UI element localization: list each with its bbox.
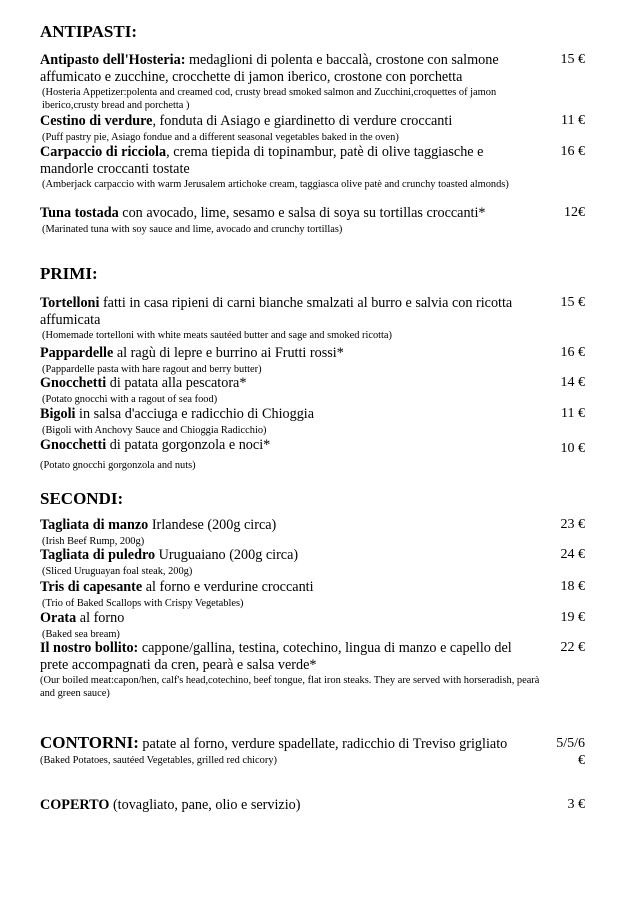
item-name: Gnocchetti — [40, 375, 107, 391]
menu-item — [40, 640, 585, 700]
item-name: Gnocchetti — [40, 437, 107, 453]
item-name: Tuna tostada — [40, 205, 119, 221]
item-price: 19 € — [560, 610, 585, 625]
item-name: Tortelloni — [40, 295, 100, 311]
item-price: 10 € — [560, 441, 585, 456]
item-description: al ragù di lepre e burrino ai Frutti rossi* — [113, 345, 344, 361]
contorni-english: (Baked Potatoes, sautéed Vegetables, grilled red chicory) — [40, 754, 277, 766]
section-heading: PRIMI: — [40, 264, 98, 283]
item-description: medaglioni di polenta e baccalà, crostone con salmone affumicato e zucchine, crocchette di jamon iberico, crostone con porchetta — [40, 52, 499, 85]
item-description: Uruguaiano (200g circa) — [155, 547, 299, 563]
item-price: 11 € — [561, 113, 585, 128]
item-english-translation: (Amberjack carpaccio with warm Jerusalem artichoke cream, taggiasca olive patè and crunchy toasted almonds) — [42, 179, 509, 190]
item-name: Carpaccio di ricciola — [40, 144, 167, 160]
item-english-translation: (Homemade tortelloni with white meats sautéed butter and sage and smoked ricotta) — [42, 330, 392, 341]
item-price: 23 € — [560, 517, 585, 532]
item-description: al forno e verdurine croccanti — [142, 579, 314, 595]
item-name: Tagliata di puledro — [40, 547, 156, 563]
item-description: di patata gorgonzola e noci* — [106, 437, 271, 453]
coperto-price: 3 € — [567, 797, 585, 812]
menu-item — [40, 375, 585, 406]
item-price: 15 € — [560, 52, 585, 67]
menu-item — [40, 144, 585, 191]
item-english-translation: (Hosteria Appetizer:polenta and creamed cod, crusty bread smoked salmon and Zucchini,croquettes of jamon iberico,crusty bread and porchetta ) — [42, 87, 497, 111]
item-price: 11 € — [561, 406, 585, 421]
item-english-translation: (Our boiled meat:capon/hen, calf's head,cotechino, beef tongue, flat iron steaks. They are served with horseradish, pearà and green sauce) — [40, 675, 540, 699]
item-description: al forno — [76, 610, 125, 626]
menu-item — [40, 437, 585, 472]
item-price: 16 € — [560, 144, 585, 159]
item-name: Antipasto dell'Hosteria: — [40, 52, 186, 68]
contorni-description: patate al forno, verdure spadellate, radicchio di Treviso grigliato — [138, 736, 508, 752]
item-description: di patata alla pescatora* — [106, 375, 247, 391]
item-english-translation: (Bigoli with Anchovy Sauce and Chioggia Radicchio) — [42, 424, 267, 436]
item-name: Orata — [40, 610, 77, 626]
item-price: 14 € — [560, 375, 585, 390]
item-english-translation: (Irish Beef Rump, 200g) — [42, 535, 145, 547]
item-price: 18 € — [560, 579, 585, 594]
item-english-translation: (Potato gnocchi with a ragout of sea food) — [42, 393, 218, 405]
item-english-translation: (Baked sea bream) — [42, 628, 120, 640]
item-description: con avocado, lime, sesamo e salsa di soya su tortillas croccanti* — [118, 205, 486, 221]
item-english-translation: (Pappardelle pasta with hare ragout and berry butter) — [42, 363, 262, 375]
contorni-title: CONTORNI: — [40, 733, 139, 752]
menu-item — [40, 547, 585, 578]
item-price: 16 € — [560, 345, 585, 360]
item-description: , fonduta di Asiago e giardinetto di verdure croccanti — [152, 113, 453, 129]
coperto-description: (tovagliato, pane, olio e servizio) — [109, 797, 301, 813]
menu-item — [40, 406, 585, 437]
menu-item — [40, 205, 585, 236]
menu-item-contorni — [40, 735, 585, 767]
contorni-price — [535, 736, 585, 769]
item-name: Cestino di verdure — [40, 113, 153, 129]
menu-item — [40, 113, 585, 144]
item-description: in salsa d'acciuga e radicchio di Chioggia — [75, 406, 315, 422]
menu-item — [40, 295, 585, 342]
item-name: Tagliata di manzo — [40, 517, 149, 533]
item-price: 22 € — [560, 640, 585, 655]
menu-item — [40, 579, 585, 610]
item-name: Pappardelle — [40, 345, 114, 361]
item-description: fatti in casa ripieni di carni bianche smalzati al burro e salvia con ricotta affumicata — [40, 295, 513, 328]
item-name: Bigoli — [40, 406, 76, 422]
item-english-translation: (Puff pastry pie, Asiago fondue and a different seasonal vegetables baked in the oven) — [42, 131, 399, 143]
item-price: 24 € — [560, 547, 585, 562]
contorni-price-bottom: € — [578, 752, 585, 768]
item-english-translation: (Sliced Uruguayan foal steak, 200g) — [42, 565, 193, 577]
coperto-title: COPERTO — [40, 797, 110, 813]
item-description: Irlandese (200g circa) — [148, 517, 277, 533]
item-name: Il nostro bollito: — [40, 640, 139, 656]
item-english-translation: (Marinated tuna with soy sauce and lime, avocado and crunchy tortillas) — [42, 223, 343, 235]
item-price: 12€ — [564, 205, 585, 220]
section-heading: ANTIPASTI: — [40, 22, 137, 41]
menu-item — [40, 610, 585, 641]
item-name: Tris di capesante — [40, 579, 143, 595]
item-english-translation: (Trio of Baked Scallops with Crispy Vegetables) — [42, 597, 244, 609]
item-description: , crema tiepida di topinambur, patè di olive taggiasche e mandorle croccanti tostate — [40, 144, 484, 177]
section-heading: SECONDI: — [40, 489, 124, 508]
item-english-translation: (Potato gnocchi gorgonzola and nuts) — [40, 459, 196, 471]
item-description: cappone/gallina, testina, cotechino, lingua di manzo e capello del prete accompagnati da cren, pearà e salsa verde* — [40, 640, 512, 673]
menu-item — [40, 345, 585, 376]
menu-item-coperto — [40, 797, 585, 814]
contorni-price-top: 5/5/6 — [556, 736, 585, 751]
item-price: 15 € — [560, 295, 585, 310]
menu-item — [40, 517, 585, 548]
menu-item — [40, 52, 585, 112]
